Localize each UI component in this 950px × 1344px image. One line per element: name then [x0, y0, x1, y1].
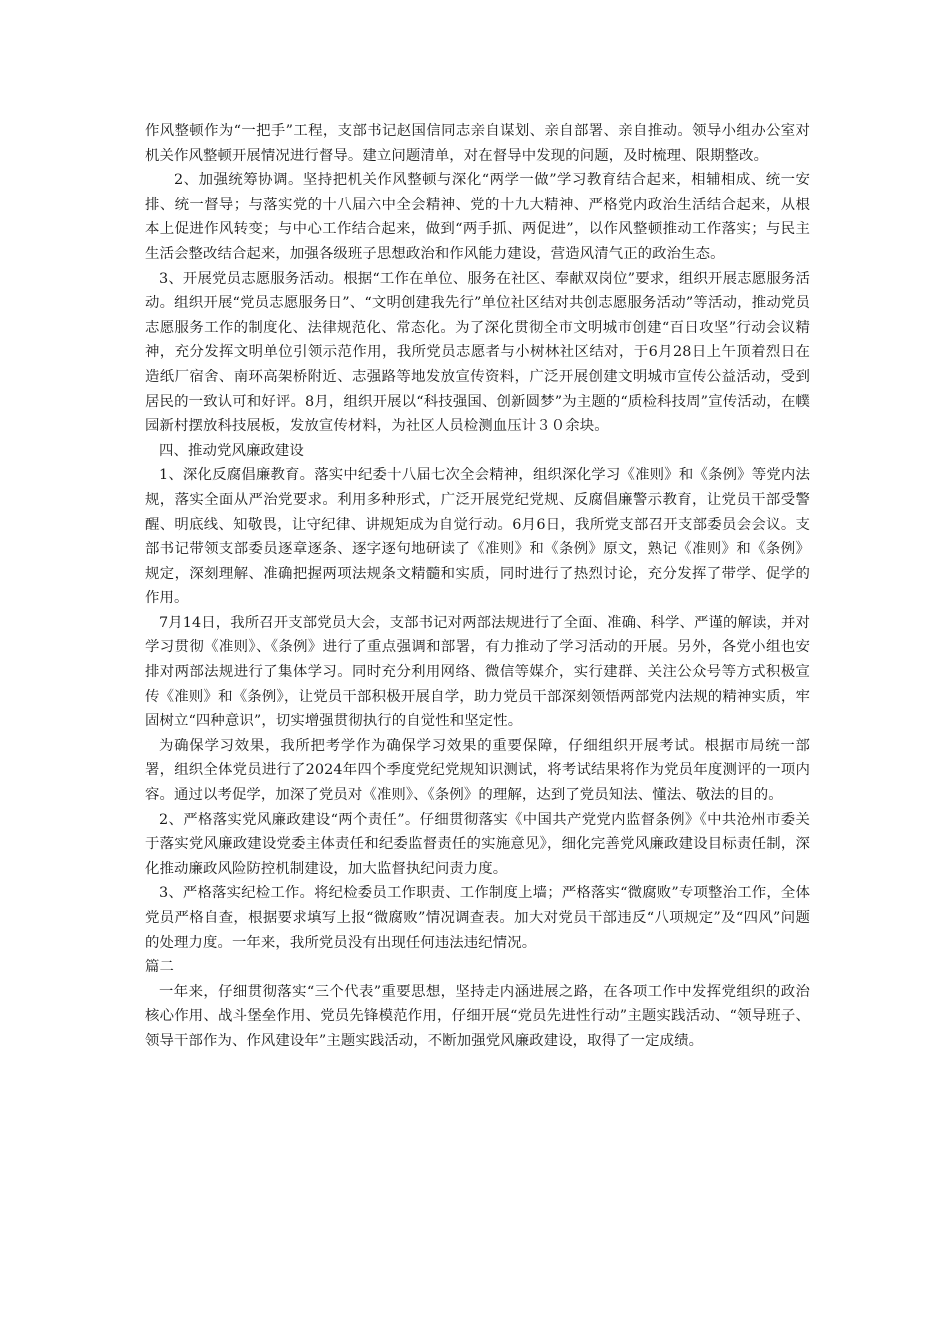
paragraph-11: 一年来，仔细贯彻落实“三个代表”重要思想，坚持走内涵进展之路，在各项工作中发挥党组织的政治核心作用、战斗堡垒作用、党员先锋模范作用，仔细开展“党员先进性行动”主题实践活动、“领导班子、领导干部作为、作风建设年”主题实践活动，不断加强党风廉政建设，取得了一定成绩。 [145, 983, 810, 1049]
paragraph-7: 为确保学习效果，我所把考学作为确保学习效果的重要保障，仔细组织开展考试。根据市局统一部署，组织全体党员进行了2024年四个季度党纪党规知识测试，将考试结果将作为党员年度测评的一项内容。通过以考促学，加深了党员对《准则》、《条例》的理解，达到了党员知法、懂法、敬法的目的。 [145, 737, 810, 804]
section-heading-part-two: 篇二 [145, 959, 174, 976]
paragraph-1: 作风整顿作为“一把手”工程，支部书记赵国信同志亲自谋划、亲自部署、亲自推动。领导小组办公室对机关作风整顿开展情况进行督导。建立问题清单，对在督导中发现的问题，及时梳理、限期整改。 [145, 123, 810, 164]
paragraph-5: 1、深化反腐倡廉教育。落实中纪委十八届七次全会精神，组织深化学习《准则》和《条例》等党内法规，落实全面从严治党要求。利用多种形式，广泛开展党纪党规、反腐倡廉警示教育，让党员干部受警醒、明底线、知敬畏，让守纪律、讲规矩成为自觉行动。6月6日，我所党支部召开支部委员会会议。支部书记带领支部委员逐章逐条、逐字逐句地研读了《准则》和《条例》原文，熟记《准则》和《条例》规定，深刻理解、准确把握两项法规条文精髓和实质，同时进行了热烈讨论，充分发挥了带学、促学的作用。 [145, 467, 810, 607]
document-body [145, 119, 810, 1054]
paragraph-6: 7月14日，我所召开支部党员大会，支部书记对两部法规进行了全面、准确、科学、严谨的解读，并对学习贯彻《准则》、《条例》进行了重点强调和部署，有力推动了学习活动的开展。另外，各党小组也安排对两部法规进行了集体学习。同时充分利用网络、微信等媒介，实行建群、关注公众号等方式积极宣传《准则》和《条例》，让党员干部积极开展自学，助力党员干部深刻领悟两部党内法规的精神实质，牢固树立“四种意识”，切实增强贯彻执行的自觉性和坚定性。 [145, 614, 810, 730]
section-heading-4: 四、推动党风廉政建设 [159, 442, 304, 459]
paragraph-3: 3、开展党员志愿服务活动。根据“工作在单位、服务在社区、奉献双岗位”要求，组织开展志愿服务活动。组织开展“党员志愿服务日”、“文明创建我先行”单位社区结对共创志愿服务活动”等活动，推动党员志愿服务工作的制度化、法律规范化、常态化。为了深化贯彻全市文明城市创建“百日攻坚”行动会议精神，充分发挥文明单位引领示范作用，我所党员志愿者与小树林社区结对，于6月28日上午顶着烈日在造纸厂宿舍、南环高架桥附近、志强路等地发放宣传资料，广泛开展创建文明城市宣传公益活动，受到居民的一致认可和好评。8月，组织开展以“科技强国、创新圆梦”为主题的“质检科技周”宣传活动，在幞园新村摆放科技展板，发放宣传材料，为社区人员检测血压计３０余块。 [145, 270, 810, 435]
paragraph-9: 3、严格落实纪检工作。将纪检委员工作职责、工作制度上墙；严格落实“微腐败”专项整治工作，全体党员严格自查，根据要求填写上报“微腐败”情况调查表。加大对党员干部违反“八项规定”及“四风”问题的处理力度。一年来，我所党员没有出现任何违法违纪情况。 [145, 885, 810, 951]
paragraph-8: 2、严格落实党风廉政建设“两个责任”。仔细贯彻落实《中国共产党党内监督条例》《中共沧州市委关于落实党风廉政建设党委主体责任和纪委监督责任的实施意见》，细化完善党风廉政建设目标责任制，深化推动廉政风险防控机制建设，加大监督执纪问责力度。 [145, 811, 810, 877]
paragraph-2: 2、加强统筹协调。坚持把机关作风整顿与深化“两学一做”学习教育结合起来，相辅相成、统一安排、统一督导；与落实党的十八届六中全会精神、党的十九大精神、严格党内政治生活结合起来，从根本上促进作风转变；与中心工作结合起来，做到“两手抓、两促进”，以作风整顿推动工作落实；与民主生活会整改结合起来，加强各级班子思想政治和作风能力建设，营造风清气正的政治生态。 [145, 172, 810, 262]
